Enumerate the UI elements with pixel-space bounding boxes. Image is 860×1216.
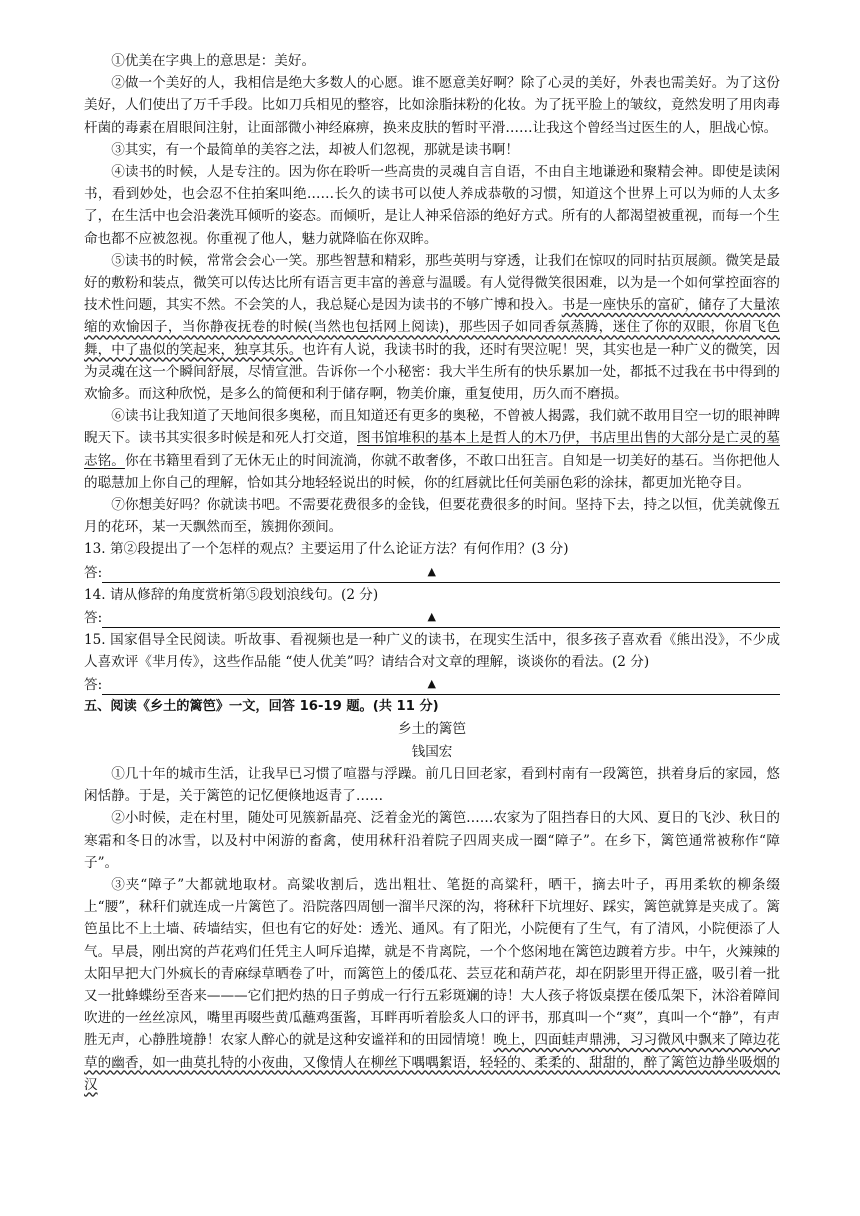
triangle-marker-icon: ▲	[427, 609, 436, 623]
answer-line-14[interactable]	[84, 606, 780, 628]
paragraph-2: ②做一个美好的人，我相信是绝大多数人的心愿。谁不愿意美好啊？除了心灵的美好，外表也需美好。为了这份美好，人们使出了万千手段。比如刀兵相见的整容，比如涂脂抹粉的化妆。为了抚平脸上的皱纹，竟然发明了用肉毒杆菌的毒素在眉眼间注射，让面部微小神经麻痹，换来皮肤的暂时平滑……让我这个曾经当过医生的人，胆战心惊。	[84, 75, 780, 136]
article-title: 乡土的篱笆	[398, 721, 466, 738]
paragraph-5-text-a: ⑤读书的时候，常常会会心一笑。那些智慧和精彩，那些英明与穿透，让我们在惊叹的同时拈页展颜。微笑是最好的敷粉和装点，微笑可以传达比所有语言更丰富的善意与温暖。有人觉得微笑很困难，以为是一个如何掌控面容的技术性问题，其实不然。不会笑的人，我总疑心是因为读书的不够广博和投入。	[84, 252, 780, 314]
article-paragraph-1: ①几十年的城市生活，让我早已习惯了喧嚣与浮躁。前几日回老家，看到村南有一段篱笆，拱着身后的家园，悠闲恬静。于是，关于篱笆的记忆便倏地返青了……	[84, 765, 780, 805]
answer-blank[interactable]	[102, 564, 780, 583]
question-15: 15. 国家倡导全民阅读。听故事、看视频也是一种广义的读书，在现实生活中，很多孩子喜欢看《熊出没》，不少成人喜欢评《芈月传》，这些作品能 “使人优美”吗？请结合对文章的理解，谈谈你的看法。(2 分)	[84, 631, 780, 671]
answer-label: 答:	[84, 609, 103, 626]
paragraph-6-underlined-sentence: 图书馆堆积的基本上是哲人的木乃伊，书店里出售的大部分是亡灵的墓志铭。	[84, 430, 781, 469]
question-14: 14. 请从修辞的角度赏析第⑤段划浪线句。(2 分)	[84, 586, 379, 603]
answer-blank[interactable]	[102, 677, 780, 695]
paragraph-7: ⑦你想美好吗？你就读书吧。不需要花费很多的金钱，但要花费很多的时间。坚持下去，持之以恒，优美就像五月的花环，某一天飘然而至，簇拥你颈间。	[84, 497, 780, 536]
paragraph-5	[84, 250, 780, 405]
article-author: 钱国宏	[411, 743, 453, 760]
answer-label: 答:	[84, 677, 103, 694]
answer-label: 答:	[84, 564, 103, 581]
paragraph-6-text-b: 你在书籍里看到了无休无止的时间流淌，你就不敢奢侈，不敢口出狂言。自知是一切美好的基石。当你把他人的聪慧加上你自己的理解，恰如其分地轻轻说出的时候，你的红唇就比任何美丽色彩的涂抹，都更加光艳夺目。	[84, 452, 781, 491]
exam-page	[84, 50, 780, 1096]
paragraph-6-text-a: ⑥读书让我知道了天地间很多奥秘，而且知道还有更多的奥秘，不曾被人揭露，我们就不敢用目空一切的眼神睥睨天下。读书其实很多时候是和死人打交道，	[84, 408, 780, 447]
article-paragraph-2: ②小时候，走在村里，随处可见簇新晶亮、泛着金光的篱笆……农家为了阻挡春日的大风、夏日的飞沙、秋日的寒霜和冬日的冰雪，以及村中闲游的畜禽，使用秫秆沿着院子四周夹成一圈“障子”。在乡下，篱笆通常被称作“障子”。	[84, 810, 780, 871]
triangle-marker-icon: ▲	[427, 564, 436, 578]
answer-line-15[interactable]	[84, 673, 780, 695]
article-paragraph-3-text: ③夹“障子”大都就地取材。高粱收割后，选出粗壮、笔挺的高粱秆，晒干，摘去叶子，再用柔软的柳条缀上“腰”，秫秆们就连成一片篱笆了。沿院落四周刨一溜半尺深的沟，将秫秆下坑埋好、踩实，篱笆就算是夹成了。篱笆虽比不上土墙、砖墙结实，但也有它的好处：透光、通风。有了阳光，小院便有了生气，有了清风，小院便添了人气。早晨，刚出窝的芦花鸡们任凭主人呵斥追撵，就是不肯离院，一个个悠闲地在篱笆边踱着方步。中午，火辣辣的太阳早把大门外疯长的青麻绿草晒卷了叶，而篱笆上的倭瓜花、芸豆花和葫芦花，却在阴影里开得正盛，吸引着一批又一批蜂蝶纷至沓来———它们把灼热的日子剪成一行行五彩斑斓的诗！大人孩子将饭桌摆在倭瓜架下，沐浴着障间吹进的一丝丝凉风，嘴里再啜些黄瓜蘸鸡蛋酱，耳畔再听着脍炙人口的评书，那真叫一个“爽”，真叫一个“静”，有声胜无声，心静胜境静！农家人醉心的就是这种安谧祥和的田园情境！	[84, 876, 780, 1049]
paragraph-3: ③其实，有一个最简单的美容之法，却被人们忽视，那就是读书啊！	[111, 141, 519, 158]
paragraph-4: ④读书的时候，人是专注的。因为你在聆听一些高贵的灵魂自言自语，不由自主地谦逊和聚精会神。即使是读闲书，看到妙处，也会忍不住拍案叫绝……长久的读书可以使人养成恭敬的习惯，知道这个世界上可以为师的人太多了，在生活中也会沿袭洗耳倾听的姿态。而倾听，是让人神采倍添的绝好方式。所有的人都渴望被重视，而每一个生命也都不应被忽视。你重视了他人，魅力就降临在你双眸。	[84, 164, 780, 247]
article-paragraph-3	[84, 874, 780, 1096]
answer-blank[interactable]	[102, 609, 780, 628]
triangle-marker-icon: ▲	[427, 677, 436, 691]
section-5-heading: 五、阅读《乡土的篱笆》一文，回答 16-19 题。(共 11 分)	[84, 699, 439, 715]
answer-line-13[interactable]	[84, 561, 780, 583]
paragraph-1: ①优美在字典上的意思是：美好。	[111, 53, 316, 69]
paragraph-5-wavy-sentence: 书是一座快乐的富矿，储存了大量浓缩的欢愉因子，当你静夜抚卷的时候(当然也包括网上阅读)，那些因子如同香氛蒸腾，迷住了你的双眼，你眉飞色舞，中了蛊似的笑起来，独享其乐。	[84, 297, 781, 358]
question-13: 13. 第②段提出了一个怎样的观点？主要运用了什么论证方法？有何作用？(3 分)	[84, 541, 569, 558]
paragraph-6	[84, 405, 780, 494]
article-paragraph-3-wavy-sentence: 晚上，四面蛙声鼎沸，习习微风中飘来了障边花草的幽香，如一曲莫扎特的小夜曲，又像情人在柳丝下喁喁絮语，轻轻的、柔柔的、甜甜的，醉了篱笆边静坐吸烟的汉	[84, 1032, 781, 1093]
paragraph-5-text-b: 也许有人说，我读书时的我，还时有哭泣呢！哭，其实也是一种广义的微笑，因为灵魂在这一个瞬间舒展，尽情宣泄。告诉你一个小秘密：我大半生所有的快乐累加一处，都抵不过我在书中得到的欢愉多。而这种欣悦，是多么的简便和利于储存啊，物美价廉，重复使用，历久而不磨损。	[84, 341, 781, 403]
